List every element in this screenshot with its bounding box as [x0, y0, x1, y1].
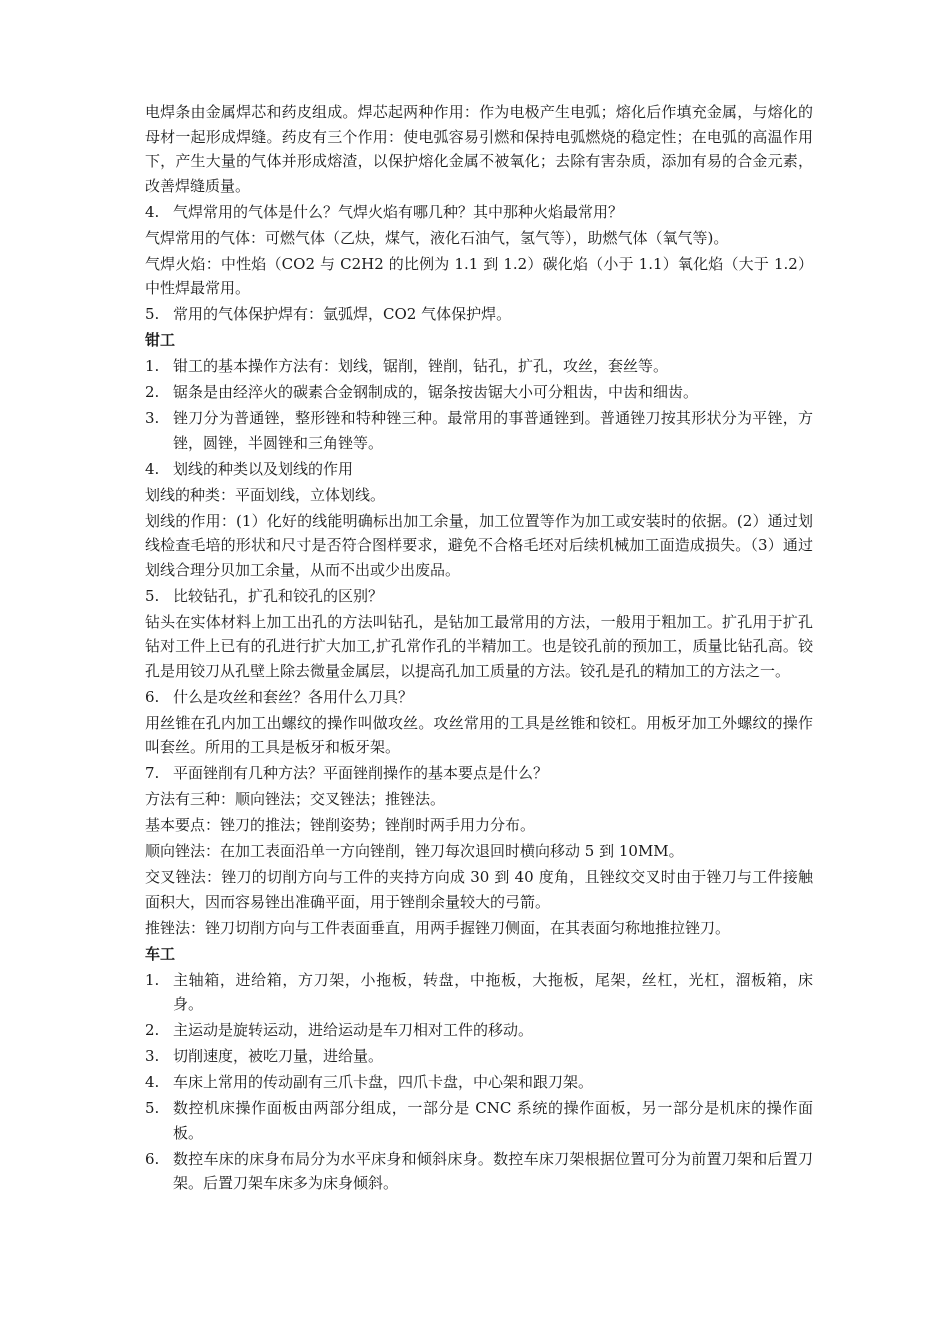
- item-number: 5.: [145, 1099, 160, 1117]
- weld-question-4: [145, 200, 813, 225]
- weld-q4-answer-flames: 气焊火焰：中性焰（CO2 与 C2H2 的比例为 1.1 到 1.2）碳化焰（小于 1.1）氧化焰（大于 1.2）中性焊最常用。: [145, 254, 813, 297]
- fitter-item-5-answer: 钻头在实体材料上加工出孔的方法叫钻孔，是钻加工最常用的方法，一般用于粗加工。扩孔用于扩孔钻对工件上已有的孔进行扩大加工,扩孔常作孔的半精加工。也是铰孔前的预加工，质量比钻孔高。铰孔是用铰刀从孔壁上除去微量金属层，以提高孔加工质量的方法。铰孔是孔的精加工的方法之一。: [145, 612, 813, 680]
- fitter-item-2: [145, 380, 813, 405]
- fitter-item-7-answer-straight: 顺向锉法：在加工表面沿单一方向锉削，锉刀每次退回时横向移动 5 到 10MM。: [145, 842, 684, 860]
- item-text: 主运动是旋转运动，进给运动是车刀相对工件的移动。: [173, 1021, 534, 1039]
- item-number: 6.: [145, 1149, 160, 1168]
- item-number: 4.: [145, 202, 160, 221]
- lathe-item-2: [145, 1018, 813, 1043]
- lathe-item-5: [145, 1096, 813, 1145]
- item-text: 平面锉削有几种方法？平面锉削操作的基本要点是什么？: [173, 764, 549, 782]
- fitter-item-3: [145, 406, 813, 455]
- item-text: 什么是攻丝和套丝？各用什么刀具？: [173, 687, 414, 706]
- fitter-item-4-answer-purpose: 划线的作用：(1）化好的线能明确标出加工余量，加工位置等作为加工或安装时的依据。(2）通过划线检查毛培的形状和尺寸是否符合图样要求，避免不合格毛坯对后续机械加工面造成损失。（3）通过划线合理分贝加工余量，从而不出或少出废品。: [145, 511, 813, 579]
- item-text: 钳工的基本操作方法有：划线，锯削，锉削，钻孔，扩孔，攻丝，套丝等。: [173, 357, 669, 375]
- fitter-item-7-answer-cross: 交叉锉法：锉刀的切削方向与工件的夹持方向成 30 到 40 度角，且锉纹交叉时由于锉刀与工件接触面积大，因而容易锉出准确平面，用于锉削余量较大的弓箭。: [145, 868, 813, 911]
- item-text: 锯条是由经淬火的碳素合金钢制成的，锯条按齿锯大小可分粗齿，中齿和细齿。: [173, 383, 699, 401]
- fitter-item-6-answer: 用丝锥在孔内加工出螺纹的操作叫做攻丝。攻丝常用的工具是丝锥和铰杠。用板牙加工外螺纹的操作叫套丝。所用的工具是板牙和板牙架。: [145, 713, 813, 756]
- item-number: 3.: [145, 409, 160, 427]
- item-number: 7.: [145, 764, 160, 782]
- item-text: 主轴箱，进给箱，方刀架，小拖板，转盘，中拖板，大拖板，尾架，丝杠，光杠，溜板箱，床身。: [173, 970, 813, 1013]
- item-number: 1.: [145, 357, 160, 375]
- item-number: 2.: [145, 383, 160, 401]
- item-text: 锉刀分为普通锉，整形锉和特种锉三种。最常用的事普通锉到。普通锉刀按其形状分为平锉，方锉，圆锉，半圆锉和三角锉等。: [173, 409, 813, 452]
- fitter-item-4-answer-types: 划线的种类：平面划线，立体划线。: [145, 485, 386, 504]
- document-page: [145, 100, 813, 1197]
- fitter-item-6: [145, 685, 813, 710]
- fitter-item-1: [145, 354, 813, 379]
- weld-q4-answer-gases: 气焊常用的气体：可燃气体（乙炔，煤气，液化石油气，氢气等），助燃气体（氧气等)。: [145, 228, 729, 247]
- lathe-item-1: [145, 968, 813, 1017]
- item-text: 气焊常用的气体是什么？气焊火焰有哪几种？其中那种火焰最常用？: [173, 202, 624, 221]
- item-text: 比较钻孔，扩孔和铰孔的区别？: [173, 586, 384, 605]
- item-text: 划线的种类以及划线的作用: [173, 459, 354, 478]
- item-text: 数控机床操作面板由两部分组成，一部分是 CNC 系统的操作面板，另一部分是机床的操作面板。: [173, 1099, 813, 1142]
- weld-item-5: [145, 302, 813, 327]
- lathe-item-4: [145, 1070, 813, 1095]
- fitter-item-4: [145, 457, 813, 482]
- fitter-item-7-answer-push: 推锉法：锉刀切削方向与工件表面垂直，用两手握锉刀侧面，在其表面匀称地推拉锉刀。: [145, 918, 731, 937]
- section-heading-lathe: 车工: [145, 944, 176, 963]
- item-number: 5.: [145, 586, 160, 605]
- lathe-item-6: [145, 1147, 813, 1196]
- fitter-item-7-answer-key-points: 基本要点：锉刀的推法；锉削姿势；锉削时两手用力分布。: [145, 816, 536, 834]
- item-number: 4.: [145, 1073, 160, 1091]
- section-heading-fitter: 钳工: [145, 331, 176, 349]
- item-text: 切削速度，被吃刀量，进给量。: [173, 1047, 384, 1065]
- intro-paragraph: 电焊条由金属焊芯和药皮组成。焊芯起两种作用：作为电极产生电弧；熔化后作填充金属，与熔化的母材一起形成焊缝。药皮有三个作用：使电弧容易引燃和保持电弧燃烧的稳定性；在电弧的高温作用下，产生大量的气体并形成熔渣，以保护熔化金属不被氧化；去除有害杂质，添加有易的合金元素，改善焊缝质量。: [145, 103, 813, 195]
- item-text: 常用的气体保护焊有：氩弧焊，CO2 气体保护焊。: [173, 305, 512, 323]
- item-text: 车床上常用的传动副有三爪卡盘，四爪卡盘，中心架和跟刀架。: [173, 1073, 594, 1091]
- item-number: 6.: [145, 687, 160, 706]
- item-number: 5.: [145, 305, 160, 323]
- fitter-item-7: [145, 761, 813, 786]
- item-text: 数控车床的床身布局分为水平床身和倾斜床身。数控车床刀架根据位置可分为前置刀架和后置刀架。后置刀架车床多为床身倾斜。: [173, 1149, 813, 1192]
- item-number: 3.: [145, 1047, 160, 1065]
- fitter-item-5: [145, 584, 813, 609]
- lathe-item-3: [145, 1044, 813, 1069]
- fitter-item-7-answer-methods: 方法有三种：顺向锉法；交叉锉法；推锉法。: [145, 790, 446, 808]
- item-number: 2.: [145, 1021, 160, 1039]
- item-number: 1.: [145, 970, 160, 989]
- item-number: 4.: [145, 459, 160, 478]
